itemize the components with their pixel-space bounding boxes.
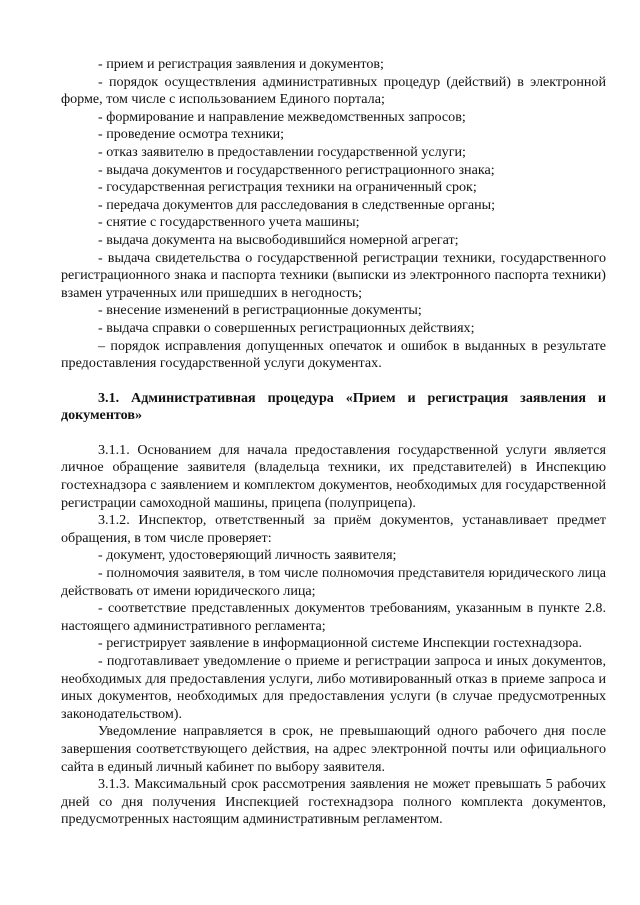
paragraph: - полномочия заявителя, в том числе полномочия представителя юридического лица действовать от имени юридического лица;: [61, 565, 606, 599]
list-item: - отказ заявителю в предоставлении государственной услуги;: [98, 143, 466, 160]
paragraph: 3.1.1. Основанием для начала предоставления государственной услуги является личное обращение заявителя (владельца техники, их представителей) в Инспекцию гостехнадзора с заявлением и комплектом документов, необходимых для государственной регистрации самоходной машины, прицепа (полуприцепа).: [61, 441, 606, 511]
paragraph: Уведомление направляется в срок, не превышающий одного рабочего дня после завершения соответствующего действия, на адрес электронной почты или официального сайта в единый личный кабинет по выбору заявителя.: [61, 723, 606, 775]
list-item: – порядок исправления допущенных опечаток и ошибок в выданных в результате предоставления государственной услуги документах.: [61, 337, 606, 372]
list-item: - выдача свидетельства о государственной регистрации техники, государственного регистрационного знака и паспорта техники (выписки из электронного паспорта техники) взамен утраченных или пришедших в негодность;: [61, 249, 606, 301]
paragraph: - документ, удостоверяющий личность заявителя;: [98, 547, 397, 564]
paragraph: 3.1.3. Максимальный срок рассмотрения заявления не может превышать 5 рабочих дней со дня получения Инспекцией гостехнадзора полного комплекта документов, предусмотренных настоящим административным регламентом.: [61, 776, 606, 828]
list-item: - государственная регистрация техники на ограниченный срок;: [98, 179, 477, 196]
paragraph: - соответствие представленных документов требованиям, указанным в пункте 2.8. настоящего административного регламента;: [61, 600, 606, 634]
list-item: - проведение осмотра техники;: [98, 126, 285, 143]
paragraph: - подготавливает уведомление о приеме и регистрации запроса и иных документов, необходимых для предоставления услуги, либо мотивированный отказ в приеме запроса и иных документов, необходимых для предоставления услуги (в случае предусмотренных законодательством).: [61, 653, 606, 722]
list-item: - снятие с государственного учета машины;: [98, 214, 360, 231]
list-item: - выдача документа на высвободившийся номерной агрегат;: [98, 231, 459, 248]
list-item: - формирование и направление межведомственных запросов;: [98, 108, 466, 125]
list-item: - выдача документов и государственного регистрационного знака;: [98, 161, 495, 178]
list-item: - внесение изменений в регистрационные документы;: [98, 302, 422, 319]
list-item: - выдача справки о совершенных регистрационных действиях;: [98, 319, 475, 336]
list-item: - передача документов для расследования в следственные органы;: [98, 196, 495, 213]
list-item: - порядок осуществления административных процедур (действий) в электронной форме, том числе с использованием Единого портала;: [61, 73, 606, 108]
section-heading: 3.1. Административная процедура «Прием и регистрация заявления и документов»: [61, 389, 606, 424]
list-item: - прием и регистрация заявления и документов;: [98, 56, 384, 72]
paragraph: 3.1.2. Инспектор, ответственный за приём документов, устанавливает предмет обращения, в том числе проверяет:: [61, 512, 606, 546]
paragraph: - регистрирует заявление в информационной системе Инспекции гостехнадзора.: [98, 635, 583, 652]
